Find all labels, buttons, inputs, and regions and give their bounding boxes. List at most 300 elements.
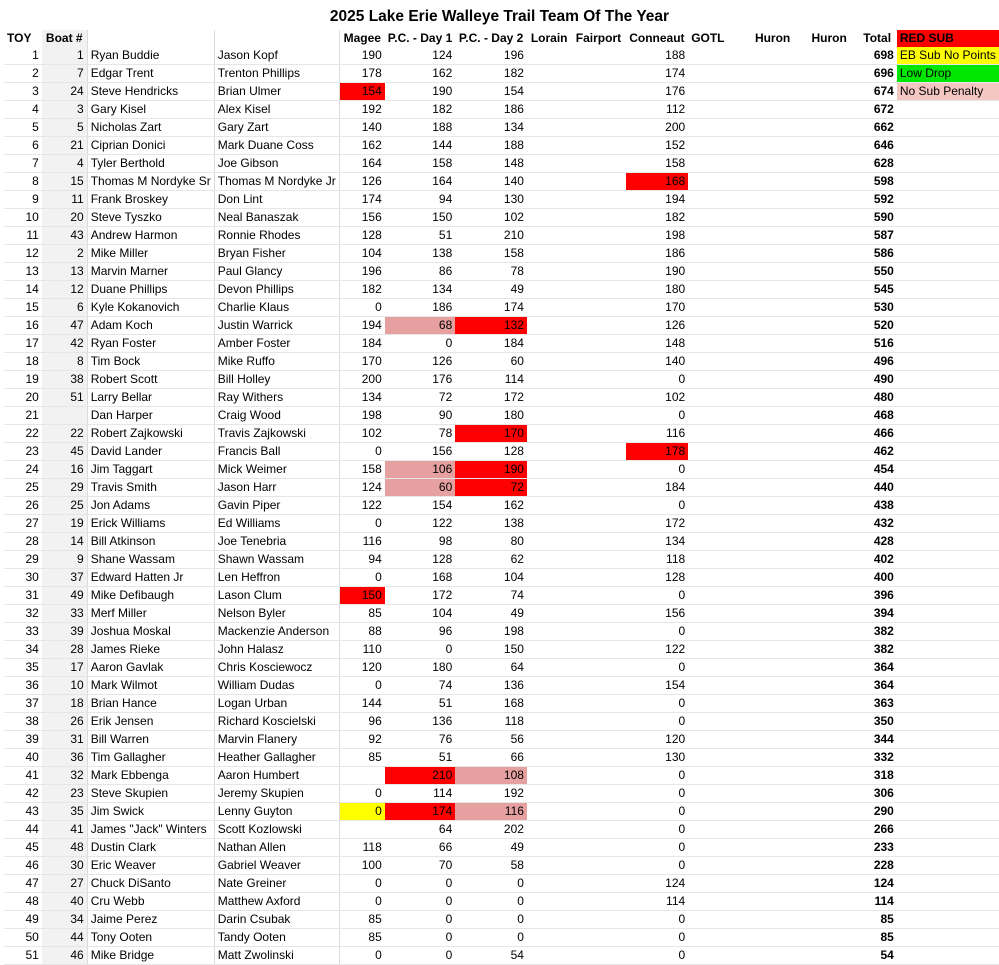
pc-day2-cell[interactable]: 188 [455, 137, 527, 155]
boat-number-cell[interactable]: 28 [42, 641, 87, 659]
lorain-cell[interactable] [527, 857, 571, 875]
magee-cell[interactable]: 102 [339, 425, 385, 443]
pc-day1-cell[interactable]: 106 [385, 461, 455, 479]
pc-day1-cell[interactable]: 74 [385, 677, 455, 695]
huron2-cell[interactable] [801, 389, 858, 407]
total-cell[interactable]: 124 [857, 875, 896, 893]
pc-day1-cell[interactable]: 76 [385, 731, 455, 749]
huron1-cell[interactable] [744, 137, 801, 155]
pc-day2-cell[interactable]: 134 [455, 119, 527, 137]
huron1-cell[interactable] [744, 839, 801, 857]
magee-cell[interactable]: 85 [339, 749, 385, 767]
gotl-cell[interactable] [688, 857, 744, 875]
gotl-cell[interactable] [688, 497, 744, 515]
lorain-cell[interactable] [527, 407, 571, 425]
lorain-cell[interactable] [527, 731, 571, 749]
magee-cell[interactable]: 0 [339, 299, 385, 317]
pc-day1-cell[interactable]: 168 [385, 569, 455, 587]
angler2-cell[interactable]: Mark Duane Coss [214, 137, 339, 155]
conneaut-cell[interactable]: 186 [626, 245, 689, 263]
pc-day1-cell[interactable]: 86 [385, 263, 455, 281]
magee-cell[interactable]: 85 [339, 929, 385, 947]
lorain-cell[interactable] [527, 875, 571, 893]
conneaut-cell[interactable]: 198 [626, 227, 689, 245]
empty-cell[interactable] [897, 569, 999, 587]
pc-day1-cell[interactable]: 154 [385, 497, 455, 515]
pc-day1-cell[interactable]: 104 [385, 605, 455, 623]
fairport-cell[interactable] [571, 227, 625, 245]
toy-cell[interactable]: 30 [4, 569, 42, 587]
lorain-cell[interactable] [527, 227, 571, 245]
huron1-cell[interactable] [744, 479, 801, 497]
empty-cell[interactable] [897, 497, 999, 515]
toy-cell[interactable]: 23 [4, 443, 42, 461]
huron1-cell[interactable] [744, 803, 801, 821]
conneaut-cell[interactable]: 168 [626, 173, 689, 191]
pc-day2-cell[interactable]: 150 [455, 641, 527, 659]
pc-day1-cell[interactable]: 176 [385, 371, 455, 389]
toy-cell[interactable]: 26 [4, 497, 42, 515]
angler1-cell[interactable]: Erick Williams [87, 515, 214, 533]
angler1-cell[interactable]: Shane Wassam [87, 551, 214, 569]
lorain-cell[interactable] [527, 785, 571, 803]
angler1-cell[interactable]: Mike Defibaugh [87, 587, 214, 605]
pc-day2-cell[interactable]: 49 [455, 839, 527, 857]
boat-number-cell[interactable]: 48 [42, 839, 87, 857]
huron1-cell[interactable] [744, 65, 801, 83]
magee-cell[interactable]: 200 [339, 371, 385, 389]
huron1-cell[interactable] [744, 353, 801, 371]
pc-day1-cell[interactable]: 124 [385, 47, 455, 65]
gotl-cell[interactable] [688, 389, 744, 407]
total-cell[interactable]: 587 [857, 227, 896, 245]
conneaut-cell[interactable]: 112 [626, 101, 689, 119]
conneaut-cell[interactable]: 114 [626, 893, 689, 911]
col-header-pc-day2[interactable]: P.C. - Day 2 [458, 31, 524, 45]
pc-day1-cell[interactable]: 72 [385, 389, 455, 407]
empty-cell[interactable] [897, 641, 999, 659]
pc-day2-cell[interactable]: 132 [455, 317, 527, 335]
total-cell[interactable]: 428 [857, 533, 896, 551]
magee-cell[interactable]: 85 [339, 911, 385, 929]
empty-cell[interactable] [897, 731, 999, 749]
conneaut-cell[interactable]: 184 [626, 479, 689, 497]
pc-day1-cell[interactable]: 0 [385, 947, 455, 965]
conneaut-cell[interactable]: 124 [626, 875, 689, 893]
lorain-cell[interactable] [527, 821, 571, 839]
toy-cell[interactable]: 49 [4, 911, 42, 929]
pc-day1-cell[interactable]: 51 [385, 227, 455, 245]
lorain-cell[interactable] [527, 47, 571, 65]
boat-number-cell[interactable]: 15 [42, 173, 87, 191]
pc-day2-cell[interactable]: 58 [455, 857, 527, 875]
pc-day2-cell[interactable]: 198 [455, 623, 527, 641]
angler1-cell[interactable]: Mark Wilmot [87, 677, 214, 695]
empty-cell[interactable] [897, 389, 999, 407]
toy-cell[interactable]: 13 [4, 263, 42, 281]
magee-cell[interactable]: 164 [339, 155, 385, 173]
empty-cell[interactable] [897, 371, 999, 389]
pc-day2-cell[interactable]: 54 [455, 947, 527, 965]
gotl-cell[interactable] [688, 101, 744, 119]
total-cell[interactable]: 306 [857, 785, 896, 803]
conneaut-cell[interactable]: 122 [626, 641, 689, 659]
angler2-cell[interactable]: Shawn Wassam [214, 551, 339, 569]
pc-day1-cell[interactable]: 114 [385, 785, 455, 803]
total-cell[interactable]: 696 [857, 65, 896, 83]
magee-cell[interactable]: 92 [339, 731, 385, 749]
boat-number-cell[interactable]: 1 [42, 47, 87, 65]
toy-cell[interactable]: 27 [4, 515, 42, 533]
lorain-cell[interactable] [527, 659, 571, 677]
huron2-cell[interactable] [801, 659, 858, 677]
lorain-cell[interactable] [527, 173, 571, 191]
gotl-cell[interactable] [688, 749, 744, 767]
huron1-cell[interactable] [744, 587, 801, 605]
gotl-cell[interactable] [688, 731, 744, 749]
angler1-cell[interactable]: Steve Skupien [87, 785, 214, 803]
angler1-cell[interactable]: Brian Hance [87, 695, 214, 713]
magee-cell[interactable]: 104 [339, 245, 385, 263]
angler2-cell[interactable]: Jason Harr [214, 479, 339, 497]
toy-cell[interactable]: 47 [4, 875, 42, 893]
conneaut-cell[interactable]: 0 [626, 857, 689, 875]
angler1-cell[interactable]: Mike Bridge [87, 947, 214, 965]
fairport-cell[interactable] [571, 713, 625, 731]
boat-number-cell[interactable]: 37 [42, 569, 87, 587]
angler2-cell[interactable]: Amber Foster [214, 335, 339, 353]
total-cell[interactable]: 266 [857, 821, 896, 839]
gotl-cell[interactable] [688, 119, 744, 137]
angler1-cell[interactable]: Edward Hatten Jr [87, 569, 214, 587]
conneaut-cell[interactable]: 174 [626, 65, 689, 83]
pc-day1-cell[interactable]: 158 [385, 155, 455, 173]
empty-cell[interactable] [897, 551, 999, 569]
angler2-cell[interactable]: Mike Ruffo [214, 353, 339, 371]
col-header-total[interactable]: Total [863, 31, 892, 45]
gotl-cell[interactable] [688, 803, 744, 821]
total-cell[interactable]: 628 [857, 155, 896, 173]
col-header-boat[interactable]: Boat # [42, 30, 87, 47]
empty-cell[interactable] [897, 407, 999, 425]
empty-cell[interactable] [897, 263, 999, 281]
legend-cell-red-sub[interactable]: RED SUB [897, 30, 999, 47]
huron1-cell[interactable] [744, 209, 801, 227]
lorain-cell[interactable] [527, 551, 571, 569]
huron1-cell[interactable] [744, 731, 801, 749]
gotl-cell[interactable] [688, 173, 744, 191]
toy-cell[interactable]: 31 [4, 587, 42, 605]
gotl-cell[interactable] [688, 299, 744, 317]
pc-day1-cell[interactable]: 164 [385, 173, 455, 191]
boat-number-cell[interactable]: 40 [42, 893, 87, 911]
huron1-cell[interactable] [744, 569, 801, 587]
pc-day1-cell[interactable]: 180 [385, 659, 455, 677]
empty-cell[interactable] [897, 767, 999, 785]
toy-cell[interactable]: 15 [4, 299, 42, 317]
huron1-cell[interactable] [744, 659, 801, 677]
angler1-cell[interactable]: Joshua Moskal [87, 623, 214, 641]
angler1-cell[interactable]: Tim Bock [87, 353, 214, 371]
toy-cell[interactable]: 44 [4, 821, 42, 839]
boat-number-cell[interactable]: 2 [42, 245, 87, 263]
pc-day2-cell[interactable]: 56 [455, 731, 527, 749]
pc-day1-cell[interactable]: 126 [385, 353, 455, 371]
huron2-cell[interactable] [801, 893, 858, 911]
boat-number-cell[interactable]: 41 [42, 821, 87, 839]
lorain-cell[interactable] [527, 947, 571, 965]
huron1-cell[interactable] [744, 515, 801, 533]
conneaut-cell[interactable]: 0 [626, 587, 689, 605]
angler2-cell[interactable]: Tandy Ooten [214, 929, 339, 947]
boat-number-cell[interactable]: 20 [42, 209, 87, 227]
empty-cell[interactable] [897, 713, 999, 731]
magee-cell[interactable]: 194 [339, 317, 385, 335]
total-cell[interactable]: 490 [857, 371, 896, 389]
pc-day1-cell[interactable]: 144 [385, 137, 455, 155]
boat-number-cell[interactable]: 8 [42, 353, 87, 371]
empty-cell[interactable] [897, 803, 999, 821]
huron1-cell[interactable] [744, 371, 801, 389]
angler1-cell[interactable]: Merf Miller [87, 605, 214, 623]
huron1-cell[interactable] [744, 461, 801, 479]
angler1-cell[interactable]: Aaron Gavlak [87, 659, 214, 677]
pc-day2-cell[interactable]: 62 [455, 551, 527, 569]
magee-cell[interactable]: 0 [339, 443, 385, 461]
lorain-cell[interactable] [527, 767, 571, 785]
pc-day1-cell[interactable]: 156 [385, 443, 455, 461]
huron2-cell[interactable] [801, 749, 858, 767]
boat-number-cell[interactable]: 18 [42, 695, 87, 713]
angler2-cell[interactable]: Nathan Allen [214, 839, 339, 857]
gotl-cell[interactable] [688, 821, 744, 839]
angler2-cell[interactable]: Thomas M Nordyke Jr [214, 173, 339, 191]
conneaut-cell[interactable]: 200 [626, 119, 689, 137]
fairport-cell[interactable] [571, 245, 625, 263]
angler1-cell[interactable]: Tim Gallagher [87, 749, 214, 767]
huron1-cell[interactable] [744, 857, 801, 875]
huron2-cell[interactable] [801, 857, 858, 875]
empty-cell[interactable] [897, 299, 999, 317]
lorain-cell[interactable] [527, 623, 571, 641]
angler2-cell[interactable]: Mackenzie Anderson [214, 623, 339, 641]
empty-cell[interactable] [897, 605, 999, 623]
angler2-cell[interactable]: Mick Weimer [214, 461, 339, 479]
boat-number-cell[interactable]: 43 [42, 227, 87, 245]
angler1-cell[interactable]: Chuck DiSanto [87, 875, 214, 893]
angler1-cell[interactable]: Tyler Berthold [87, 155, 214, 173]
pc-day1-cell[interactable]: 138 [385, 245, 455, 263]
lorain-cell[interactable] [527, 191, 571, 209]
empty-cell[interactable] [897, 119, 999, 137]
angler2-cell[interactable]: Paul Glancy [214, 263, 339, 281]
lorain-cell[interactable] [527, 425, 571, 443]
boat-number-cell[interactable]: 16 [42, 461, 87, 479]
huron1-cell[interactable] [744, 641, 801, 659]
total-cell[interactable]: 364 [857, 677, 896, 695]
boat-number-cell[interactable]: 22 [42, 425, 87, 443]
huron1-cell[interactable] [744, 623, 801, 641]
lorain-cell[interactable] [527, 263, 571, 281]
angler1-cell[interactable]: Robert Zajkowski [87, 425, 214, 443]
gotl-cell[interactable] [688, 515, 744, 533]
pc-day1-cell[interactable]: 51 [385, 749, 455, 767]
toy-cell[interactable]: 19 [4, 371, 42, 389]
lorain-cell[interactable] [527, 929, 571, 947]
huron1-cell[interactable] [744, 407, 801, 425]
huron1-cell[interactable] [744, 749, 801, 767]
conneaut-cell[interactable]: 190 [626, 263, 689, 281]
gotl-cell[interactable] [688, 713, 744, 731]
fairport-cell[interactable] [571, 101, 625, 119]
boat-number-cell[interactable]: 4 [42, 155, 87, 173]
toy-cell[interactable]: 2 [4, 65, 42, 83]
fairport-cell[interactable] [571, 929, 625, 947]
toy-cell[interactable]: 11 [4, 227, 42, 245]
total-cell[interactable]: 462 [857, 443, 896, 461]
pc-day1-cell[interactable]: 68 [385, 317, 455, 335]
angler2-cell[interactable]: Gavin Piper [214, 497, 339, 515]
boat-number-cell[interactable]: 23 [42, 785, 87, 803]
gotl-cell[interactable] [688, 929, 744, 947]
huron2-cell[interactable] [801, 461, 858, 479]
pc-day1-cell[interactable]: 0 [385, 335, 455, 353]
col-header-huron-1[interactable]: Huron [754, 31, 791, 45]
empty-cell[interactable] [897, 839, 999, 857]
toy-cell[interactable]: 37 [4, 695, 42, 713]
boat-number-cell[interactable]: 19 [42, 515, 87, 533]
pc-day2-cell[interactable]: 102 [455, 209, 527, 227]
col-header-conneaut[interactable]: Conneaut [629, 31, 685, 45]
conneaut-cell[interactable]: 102 [626, 389, 689, 407]
huron1-cell[interactable] [744, 263, 801, 281]
toy-cell[interactable]: 45 [4, 839, 42, 857]
pc-day2-cell[interactable]: 0 [455, 911, 527, 929]
conneaut-cell[interactable]: 0 [626, 803, 689, 821]
total-cell[interactable]: 550 [857, 263, 896, 281]
gotl-cell[interactable] [688, 461, 744, 479]
pc-day1-cell[interactable]: 162 [385, 65, 455, 83]
angler1-cell[interactable]: Bill Warren [87, 731, 214, 749]
fairport-cell[interactable] [571, 317, 625, 335]
lorain-cell[interactable] [527, 713, 571, 731]
pc-day1-cell[interactable]: 150 [385, 209, 455, 227]
boat-number-cell[interactable]: 17 [42, 659, 87, 677]
empty-cell[interactable] [897, 245, 999, 263]
empty-cell[interactable] [897, 875, 999, 893]
boat-number-cell[interactable]: 7 [42, 65, 87, 83]
angler2-cell[interactable]: Richard Koscielski [214, 713, 339, 731]
fairport-cell[interactable] [571, 119, 625, 137]
magee-cell[interactable]: 96 [339, 713, 385, 731]
fairport-cell[interactable] [571, 371, 625, 389]
boat-number-cell[interactable]: 26 [42, 713, 87, 731]
toy-cell[interactable]: 35 [4, 659, 42, 677]
empty-cell[interactable] [897, 893, 999, 911]
lorain-cell[interactable] [527, 587, 571, 605]
fairport-cell[interactable] [571, 731, 625, 749]
huron2-cell[interactable] [801, 245, 858, 263]
conneaut-cell[interactable]: 0 [626, 623, 689, 641]
pc-day2-cell[interactable]: 140 [455, 173, 527, 191]
empty-cell[interactable] [897, 533, 999, 551]
fairport-cell[interactable] [571, 947, 625, 965]
lorain-cell[interactable] [527, 515, 571, 533]
fairport-cell[interactable] [571, 875, 625, 893]
pc-day2-cell[interactable]: 128 [455, 443, 527, 461]
fairport-cell[interactable] [571, 83, 625, 101]
pc-day1-cell[interactable]: 96 [385, 623, 455, 641]
gotl-cell[interactable] [688, 443, 744, 461]
pc-day1-cell[interactable]: 0 [385, 875, 455, 893]
pc-day2-cell[interactable]: 172 [455, 389, 527, 407]
huron1-cell[interactable] [744, 119, 801, 137]
toy-cell[interactable]: 48 [4, 893, 42, 911]
gotl-cell[interactable] [688, 353, 744, 371]
lorain-cell[interactable] [527, 299, 571, 317]
toy-cell[interactable]: 38 [4, 713, 42, 731]
huron2-cell[interactable] [801, 803, 858, 821]
angler2-cell[interactable]: Jason Kopf [214, 47, 339, 65]
pc-day1-cell[interactable]: 186 [385, 299, 455, 317]
boat-number-cell[interactable]: 5 [42, 119, 87, 137]
boat-number-cell[interactable]: 14 [42, 533, 87, 551]
huron2-cell[interactable] [801, 173, 858, 191]
conneaut-cell[interactable]: 152 [626, 137, 689, 155]
gotl-cell[interactable] [688, 263, 744, 281]
conneaut-cell[interactable]: 140 [626, 353, 689, 371]
conneaut-cell[interactable]: 0 [626, 461, 689, 479]
boat-number-cell[interactable]: 46 [42, 947, 87, 965]
gotl-cell[interactable] [688, 785, 744, 803]
angler1-cell[interactable]: Bill Atkinson [87, 533, 214, 551]
huron2-cell[interactable] [801, 335, 858, 353]
huron2-cell[interactable] [801, 587, 858, 605]
huron2-cell[interactable] [801, 911, 858, 929]
total-cell[interactable]: 598 [857, 173, 896, 191]
huron2-cell[interactable] [801, 317, 858, 335]
lorain-cell[interactable] [527, 605, 571, 623]
huron1-cell[interactable] [744, 893, 801, 911]
huron1-cell[interactable] [744, 875, 801, 893]
lorain-cell[interactable] [527, 371, 571, 389]
pc-day2-cell[interactable]: 74 [455, 587, 527, 605]
pc-day2-cell[interactable]: 116 [455, 803, 527, 821]
pc-day2-cell[interactable]: 78 [455, 263, 527, 281]
gotl-cell[interactable] [688, 155, 744, 173]
boat-number-cell[interactable]: 29 [42, 479, 87, 497]
magee-cell[interactable]: 0 [339, 893, 385, 911]
huron1-cell[interactable] [744, 173, 801, 191]
conneaut-cell[interactable]: 0 [626, 407, 689, 425]
pc-day2-cell[interactable]: 108 [455, 767, 527, 785]
toy-cell[interactable]: 32 [4, 605, 42, 623]
angler1-cell[interactable]: Jaime Perez [87, 911, 214, 929]
gotl-cell[interactable] [688, 317, 744, 335]
gotl-cell[interactable] [688, 137, 744, 155]
huron1-cell[interactable] [744, 821, 801, 839]
fairport-cell[interactable] [571, 65, 625, 83]
pc-day2-cell[interactable]: 184 [455, 335, 527, 353]
magee-cell[interactable]: 124 [339, 479, 385, 497]
legend-cell-no-sub-penalty[interactable]: No Sub Penalty [897, 83, 999, 101]
conneaut-cell[interactable]: 134 [626, 533, 689, 551]
angler1-cell[interactable]: Jon Adams [87, 497, 214, 515]
toy-cell[interactable]: 20 [4, 389, 42, 407]
conneaut-cell[interactable]: 120 [626, 731, 689, 749]
pc-day2-cell[interactable]: 114 [455, 371, 527, 389]
toy-cell[interactable]: 9 [4, 191, 42, 209]
